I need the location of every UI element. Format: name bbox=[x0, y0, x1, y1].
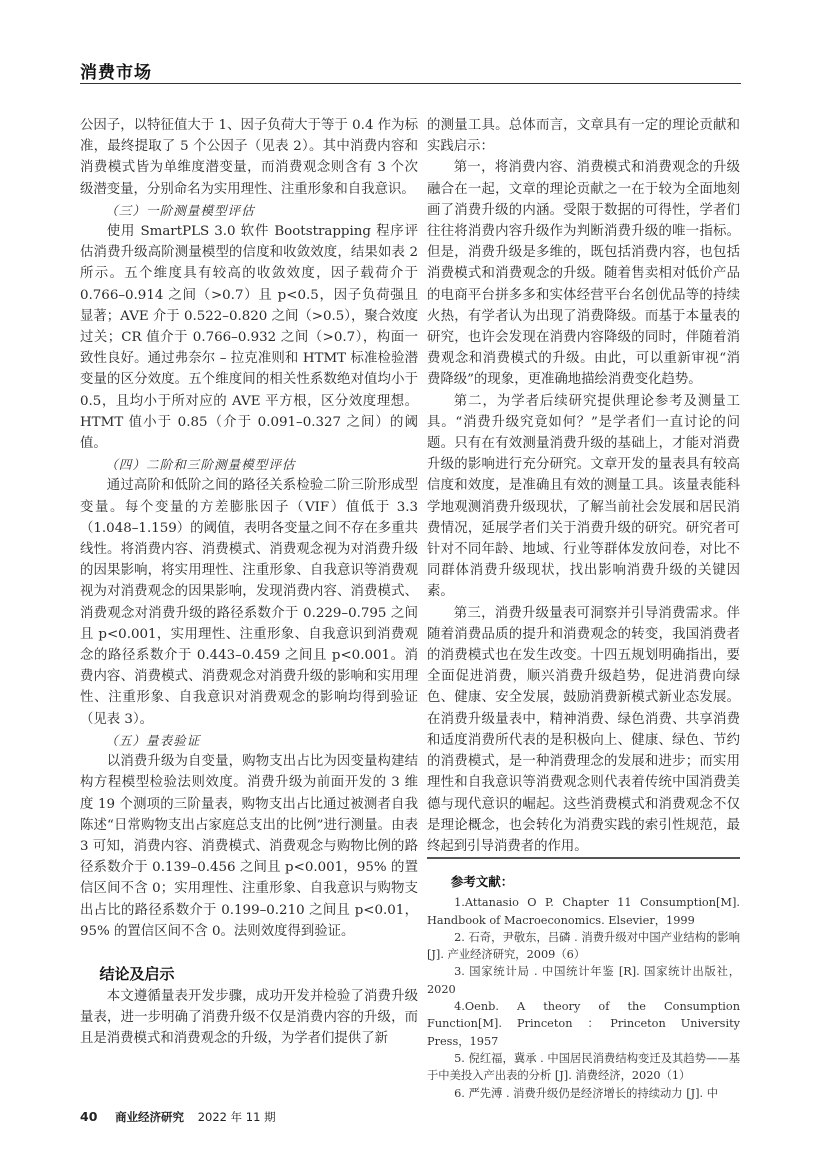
page-number: 40 bbox=[80, 1109, 98, 1124]
paragraph: 第二，为学者后续研究提供理论参考及测量工具。“消费升级究竟如何？”是学者们一直讨论的问题。只有在有效测量消费升级的基础上，才能对消费升级的影响进行充分研究。文章开发的量表具有较高信度和效度，是准确且有效的测量工具。该量表能科学地观测消费升级现状，了解当前社会发展和居民消费情况，延展学者们关于消费升级的研究。研究者可针对不同年龄、地域、行业等群体发放问卷，对比不同群体消费升级现状，找出影响消费升级的关键因素。 bbox=[427, 393, 740, 600]
reference-item: 5. 倪红福，冀承 . 中国居民消费结构变迁及其趋势——基于中美投入产出表的分析 [J]. 消费经济，2020（1） bbox=[427, 1051, 740, 1083]
reference-item: 2. 石奇，尹敬东，吕磷 . 消费升级对中国产业结构的影响 [J]. 产业经济研究，2009（6） bbox=[427, 930, 740, 962]
paragraph: 公因子，以特征值大于 1、因子负荷大于等于 0.4 作为标准，最终提取了 5 个公因子（见表 2）。其中消费内容和消费模式皆为单维度潜变量，而消费观念则含有 3 个次级潜变量，分别命名为实用理性、注重形象和自我意识。 bbox=[80, 118, 418, 197]
references bbox=[427, 873, 740, 1102]
subheading: （四）二阶和三阶测量模型评估 bbox=[105, 457, 296, 473]
subheading: （五）量表验证 bbox=[105, 732, 201, 748]
paragraph: 本文遵循量表开发步骤，成功开发并检验了消费升级量表，进一步明确了消费升级不仅是消费内容的升级，而且是消费模式和消费观念的升级，为学者们提供了新 bbox=[80, 988, 418, 1047]
references-title: 参考文献： bbox=[450, 874, 514, 889]
reference-item: 6. 严先溥 . 消费升级仍是经济增长的持续动力 [J]. 中 bbox=[454, 1086, 719, 1100]
header-divider bbox=[80, 83, 741, 84]
left-column bbox=[80, 115, 418, 1050]
right-column bbox=[427, 115, 740, 857]
paragraph: 以消费升级为自变量，购物支出占比为因变量构建结构方程模型检验法则效度。消费升级为前面开发的 3 维度 19 个测项的三阶量表，购物支出占比通过被测者自我陈述“日常购物支出占家庭总支出的比例”进行测量。由表 3 可知，消费内容、消费模式、消费观念与购物比例的路径系数介于 0.139–0.456 之间且 p<0.001，95% 的置信区间不含 0；实用理性、注重形象、自我意识与购物支出占比的路径系数介于 0.199–0.210 之间且 p<0.01，95% 的置信区间不含 0。法则效度得到验证。 bbox=[80, 754, 418, 939]
issue-label: 2022 年 11 期 bbox=[197, 1110, 276, 1124]
section-heading: 结论及启示 bbox=[99, 964, 175, 983]
paragraph: 使用 SmartPLS 3.0 软件 Bootstrapping 程序评估消费升级高阶测量模型的信度和收敛效度，结果如表 2 所示。五个维度具有较高的收敛效度，因子载荷介于 0.766–0.914 之间（>0.7）且 p<0.5，因子负荷强且显著；AVE 介于 0.522–0.820 之间（>0.5），聚合效度过关；CR 值介于 0.766–0.932 之间（>0.7），构面一致性良好。通过弗奈尔 – 拉克准则和 HTMT 标准检验潜变量的区分效度。五个维度间的相关性系数绝对值均小于 0.5，且均小于所对应的 AVE 平方根，区分效度理想。HTMT 值小于 0.85（介于 0.091–0.327 之间）的阈值。 bbox=[80, 224, 418, 452]
paragraph: 的测量工具。总体而言，文章具有一定的理论贡献和实践启示： bbox=[427, 118, 740, 155]
subheading: （三）一阶测量模型评估 bbox=[105, 202, 255, 218]
paragraph: 第一，将消费内容、消费模式和消费观念的升级融合在一起，文章的理论贡献之一在于较为全面地刻画了消费升级的内涵。受限于数据的可得性，学者们往往将消费内容升级作为判断消费升级的唯一指标。但是，消费升级是多维的，既包括消费内容，也包括消费模式和消费观念的升级。随着售卖相对低价产品的电商平台拼多多和实体经营平台名创优品等的持续火热，有学者认为出现了消费降级。而基于本量表的研究，也许会发现在消费内容降级的同时，伴随着消费观念和消费模式的升级。由此，可以重新审视“消费降级”的现象，更准确地描绘消费变化趋势。 bbox=[427, 160, 740, 388]
reference-item: 1.Attanasio O P. Chapter 11 Consumption[M]. Handbook of Macroeconomics. Elsevier，1999 bbox=[427, 896, 740, 927]
paragraph: 通过高阶和低阶之间的路径关系检验二阶三阶形成型变量。每个变量的方差膨胀因子（VIF）值低于 3.3（1.048–1.159）的阈值，表明各变量之间不存在多重共线性。将消费内容、消费模式、消费观念视为对消费升级的因果影响，将实用理性、注重形象、自我意识等消费观视为对消费观念的因果影响，发现消费内容、消费模式、消费观念对消费升级的路径系数介于 0.229–0.795 之间且 p<0.001，实用理性、注重形象、自我意识到消费观念的路径系数介于 0.443–0.459 之间且 p<0.001。消费内容、消费模式、消费观念对消费升级的影响和实用理性、注重形象、自我意识对消费观念的影响均得到验证（见表 3）。 bbox=[80, 478, 418, 727]
section-header: 消费市场 bbox=[80, 63, 152, 83]
paragraph: 第三，消费升级量表可洞察并引导消费需求。伴随着消费品质的提升和消费观念的转变，我国消费者的消费模式也在发生改变。十四五规划明确指出，要全面促进消费，顺兴消费升级趋势，促进消费向绿色、健康、安全发展，鼓励消费新模式新业态发展。在消费升级量表中，精神消费、绿色消费、共享消费和适度消费所代表的是积极向上、健康、绿色、节约的消费模式，是一种消费理念的发展和进步；而实用理性和自我意识等消费观念则代表着传统中国消费美德与现代意识的崛起。这些消费模式和消费观念不仅是理论概念，也会转化为消费实践的索引性规范，最终起到引导消费者的作用。 bbox=[427, 605, 740, 854]
references-divider bbox=[427, 857, 740, 859]
page-footer bbox=[80, 1109, 276, 1125]
journal-name: 商业经济研究 bbox=[115, 1110, 185, 1124]
reference-item: 3. 国家统计局 . 中国统计年鉴 [R]. 国家统计出版社，2020 bbox=[427, 965, 740, 996]
reference-item: 4.Oenb. A theory of the Consumption Function[M]. Princeton ：Princeton University Press，1957 bbox=[427, 1000, 740, 1048]
